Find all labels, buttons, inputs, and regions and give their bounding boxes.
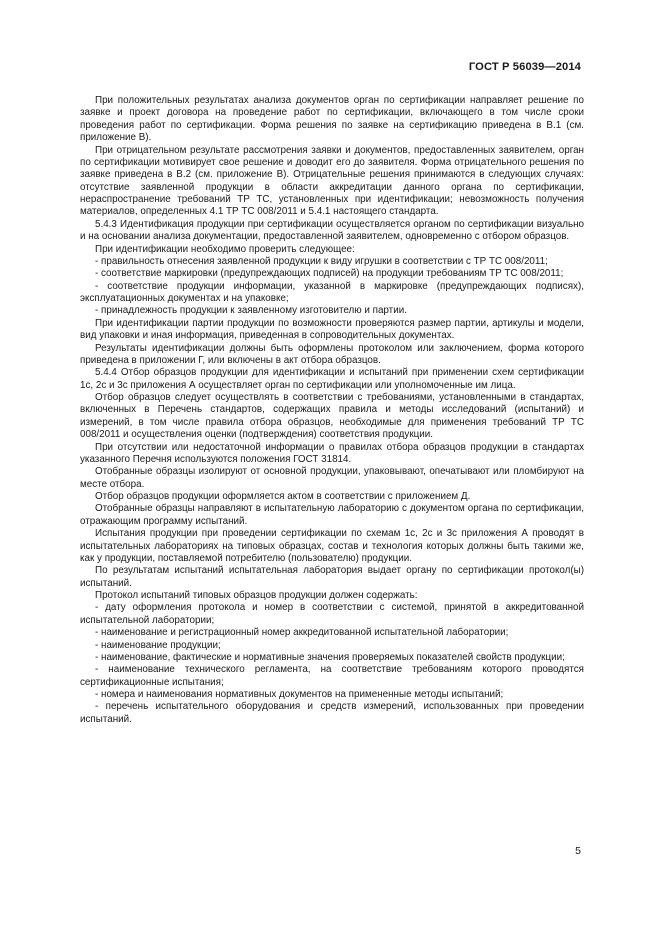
list-item: - номера и наименования нормативных документов на примененные методы испытаний; [95, 689, 504, 700]
paragraph: По результатам испытаний испытательная лаборатория выдает органу по сертификации протокол(ы) испытаний. [80, 565, 584, 589]
paragraph: При отсутствии или недостаточной информации о правилах отбора образцов продукции в стандартах указанного Перечня используются положения ГОСТ 31814. [80, 441, 584, 465]
paragraph: При положительных результатах анализа документов орган по сертификации направляет решение по заявке и проект договора на проведение работ по сертификации, включающего в том числе сроки проведения работ по сертификации. Форма решения по заявке на сертификацию приведена в В.1 (см. приложение В). [80, 95, 584, 144]
list-item: - соответствие маркировки (предупреждающих подписей) на продукции требованиям ТР ТС 008/2011; [95, 268, 564, 280]
list-item: - принадлежность продукции к заявленному изготовителю и партии. [95, 305, 407, 317]
paragraph: Отобранные образцы изолируют от основной продукции, упаковывают, опечатывают или пломбируют на месте отбора. [80, 466, 584, 490]
document-code-header: ГОСТ Р 56039—2014 [468, 61, 581, 73]
list-item: - перечень испытательного оборудования и средств измерений, использованных при проведении испытаний. [80, 701, 584, 725]
paragraph: Испытания продукции при проведении сертификации по схемам 1с, 2с и 3с приложения А проводят в испытательных лабораториях на типовых образцах, состав и технология которых должны быть такими же, как у продукции, поставляемой потребителю (пользователю) продукции. [80, 528, 584, 564]
list-item: - правильность отнесения заявленной продукции к виду игрушки в соответствии с ТР ТС 008/2011; [95, 255, 548, 267]
body-text [80, 95, 584, 726]
list-item: - соответствие продукции информации, указанной в маркировке (предупреждающих подписях), эксплуатационных документах и на упаковке; [80, 280, 584, 304]
paragraph: 5.4.3 Идентификация продукции при сертификации осуществляется органом по сертификации визуально и на основании анализа документации, предоставленной заявителем, одновременно с отбором образцов. [80, 218, 584, 243]
list-item: - наименование технического регламента, на соответствие требованиям которого проводятся сертификационные испытания; [80, 664, 584, 688]
paragraph: При идентификации необходимо проверить следующее: [95, 243, 355, 255]
paragraph: Результаты идентификации должны быть оформлены протоколом или заключением, форма которого приведена в приложении Г, или включены в акт отбора образцов. [80, 342, 584, 366]
paragraph: При отрицательном результате рассмотрения заявки и документов, предоставленных заявителем, орган по сертификации мотивирует свое решение и доводит его до заявителя. Форма отрицательного решения по заявке приведена в В.2 (см. приложение В). Отрицательные решения принимаются в следующих случаях: отсутствие заявленной продукции в области аккредитации данного органа по сертификации, нераспространение требований ТР ТС, установленных при идентификации; невозможность получения материалов, определенных 4.1 ТР ТС 008/2011 и 5.4.1 настоящего стандарта. [80, 144, 584, 218]
page-number: 5 [575, 845, 581, 857]
paragraph: Протокол испытаний типовых образцов продукции должен содержать: [95, 590, 418, 601]
paragraph: Отбор образцов продукции оформляется актом в соответствии с приложением Д. [95, 491, 471, 502]
list-item: - наименование продукции; [95, 639, 221, 651]
list-item: - наименование, фактические и нормативные значения проверяемых показателей свойств продукции; [95, 651, 565, 663]
paragraph: При идентификации партии продукции по возможности проверяются размер партии, артикулы и модели, вид упаковки и иная информация, приведенная в сопроводительных документах. [80, 317, 584, 342]
list-item: - наименование и регистрационный номер аккредитованной испытательной лаборатории; [95, 627, 509, 639]
paragraph: Отбор образцов следует осуществлять в соответствии с требованиями, установленными в стандартах, включенных в Перечень стандартов, содержащих правила и методы исследований (испытаний) и измерений, в том числе правила отбора образцов, необходимые для применения требований ТР ТС 008/2011 и осуществления оценки (подтверждения) соответствия продукции. [80, 392, 584, 441]
paragraph: Отобранные образцы направляют в испытательную лабораторию с документом органа по сертификации, отражающим программу испытаний. [80, 503, 584, 527]
paragraph: 5.4.4 Отбор образцов продукции для идентификации и испытаний при применении схем сертификации 1с, 2с и 3с приложения А осуществляет орган по сертификации или уполномоченные им лица. [80, 367, 584, 391]
list-item: - дату оформления протокола и номер в соответствии с системой, принятой в аккредитованной испытательной лаборатории; [80, 602, 584, 626]
